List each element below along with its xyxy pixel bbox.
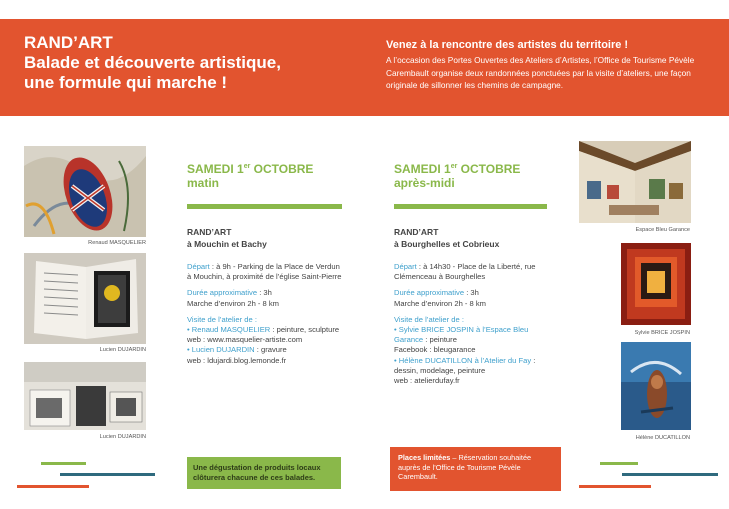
photo-masquelier: [24, 146, 146, 237]
afternoon-artist-1-text: : peinture: [423, 335, 457, 345]
morning-depart-text: : à 9h - Parking de la Place de Verdun à Mouchin, à proximité de l’église Saint-Pierre: [187, 262, 342, 282]
morning-period: matin: [187, 176, 220, 190]
morning-date-month: OCTOBRE: [250, 162, 314, 176]
afternoon-rand-title: [394, 226, 547, 250]
morning-artist-1: [187, 325, 342, 335]
afternoon-artist-2-text: : dessin, modelage, peinture: [394, 355, 536, 375]
afternoon-date-month: OCTOBRE: [457, 162, 521, 176]
afternoon-artist-2-name: • Hélène DUCATILLON à l’Atelier du Fay: [394, 355, 532, 365]
booking-note-text: – Réservation souhaitée auprès de l’Office de Tourisme Pévèle Carembault.: [398, 453, 532, 481]
afternoon-duree: [394, 288, 547, 298]
morning-green-bar: [187, 204, 342, 209]
afternoon-depart: [394, 262, 547, 282]
afternoon-depart-text: : à 14h30 - Place de la Liberté, rue Clémenceau à Bourghelles: [394, 262, 536, 282]
afternoon-date-sup: er: [450, 163, 458, 170]
afternoon-green-bar: [394, 204, 547, 209]
morning-duree: [187, 288, 342, 298]
afternoon-duree-label: Durée approximative: [394, 288, 465, 298]
stripe-left-green: [41, 462, 86, 465]
morning-depart-label: Départ: [187, 262, 210, 271]
banner-title: [24, 33, 281, 93]
morning-duree-label: Durée approximative: [187, 288, 258, 298]
caption-ducatillon: Hélène DUCATILLON: [635, 435, 690, 441]
afternoon-rand-place: à Bourghelles et Cobrieux: [394, 239, 500, 249]
morning-details: [187, 262, 342, 366]
morning-artist-2: [187, 345, 342, 355]
stripe-right-orange: [579, 485, 651, 488]
stripe-left-orange: [17, 485, 89, 488]
title-line-3: une formule qui marche !: [24, 73, 228, 92]
stripe-right-green: [600, 462, 638, 465]
afternoon-date-day: SAMEDI 1: [394, 162, 451, 176]
afternoon-details: [394, 262, 547, 386]
afternoon-artist-1-web: Facebook : bleugarance: [394, 345, 476, 355]
caption-brice-jospin: Sylvie BRICE JOSPIN: [634, 330, 690, 336]
morning-artist-1-web: web : www.masquelier-artiste.com: [187, 335, 303, 345]
morning-rand-place: à Mouchin et Bachy: [187, 239, 267, 249]
afternoon-artist-1: [394, 325, 547, 345]
morning-date: [187, 160, 342, 176]
afternoon-artist-1-name: • Sylvie BRICE JOSPIN à l’Espace Bleu Garance: [394, 325, 529, 345]
morning-artist-2-web: web : ldujardi.blog.lemonde.fr: [187, 355, 287, 365]
booking-note-bold: Places limitées: [398, 453, 451, 462]
title-line-2: Balade et découverte artistique,: [24, 53, 281, 72]
morning-rand-name: RAND’ART: [187, 227, 232, 237]
booking-note-box: [390, 447, 561, 491]
afternoon-visite-label: Visite de l’atelier de :: [394, 314, 464, 324]
morning-artist-1-name: • Renaud MASQUELIER: [187, 325, 271, 335]
tasting-note-box: Une dégustation de produits locaux clôturera chacune de ces balades.: [187, 457, 341, 489]
afternoon-artist-2: [394, 356, 547, 376]
morning-date-day: SAMEDI 1: [187, 162, 244, 176]
intro-heading: Venez à la rencontre des artistes du territoire !: [386, 39, 629, 51]
photo-dujardin-book: [24, 253, 146, 344]
caption-dujardin-2: Lucien DUJARDIN: [99, 434, 146, 440]
afternoon-period: après-midi: [394, 176, 455, 190]
morning-date-sup: er: [243, 163, 251, 170]
morning-duree-text: : 3h: [257, 288, 272, 298]
stripe-left-teal: [60, 473, 155, 476]
afternoon-duree-text: : 3h: [464, 288, 479, 298]
morning-marche: Marche d’environ 2h - 8 km: [187, 298, 280, 308]
morning-artist-1-text: : peinture, sculpture: [270, 325, 340, 335]
morning-artist-2-text: : gravure: [254, 345, 287, 355]
afternoon-artist-2-web: web : atelierdufay.fr: [394, 376, 460, 386]
morning-column: [187, 160, 342, 366]
header-banner: [0, 19, 729, 116]
photo-espace-bleu-garance: [579, 141, 691, 223]
afternoon-column: [394, 160, 547, 386]
afternoon-date: [394, 160, 547, 176]
photo-ducatillon: [621, 342, 691, 430]
stripe-right-teal: [622, 473, 718, 476]
title-line-1: RAND’ART: [24, 33, 113, 52]
morning-rand-title: [187, 226, 342, 250]
morning-visite-label: Visite de l’atelier de :: [187, 314, 257, 324]
photo-dujardin-studio: [24, 362, 146, 430]
photo-brice-jospin: [621, 243, 691, 325]
morning-artist-2-name: • Lucien DUJARDIN: [187, 345, 255, 355]
afternoon-depart-label: Départ: [394, 262, 417, 271]
caption-dujardin-1: Lucien DUJARDIN: [99, 347, 146, 353]
afternoon-rand-name: RAND’ART: [394, 227, 439, 237]
morning-depart: [187, 262, 342, 282]
caption-espace-bleu: Espace Bleu Garance: [635, 227, 690, 233]
banner-intro: [386, 38, 716, 92]
caption-masquelier: Renaud MASQUELIER: [88, 240, 146, 246]
afternoon-marche: Marche d’environ 2h - 8 km: [394, 298, 487, 308]
intro-text: A l’occasion des Portes Ouvertes des Ateliers d’Artistes, l’Office de Tourisme Pévèle Carembault organise deux randonnées ponctuées par la visite d’ateliers, une façon originale de sillonner les chemins de campagne.: [386, 55, 695, 91]
